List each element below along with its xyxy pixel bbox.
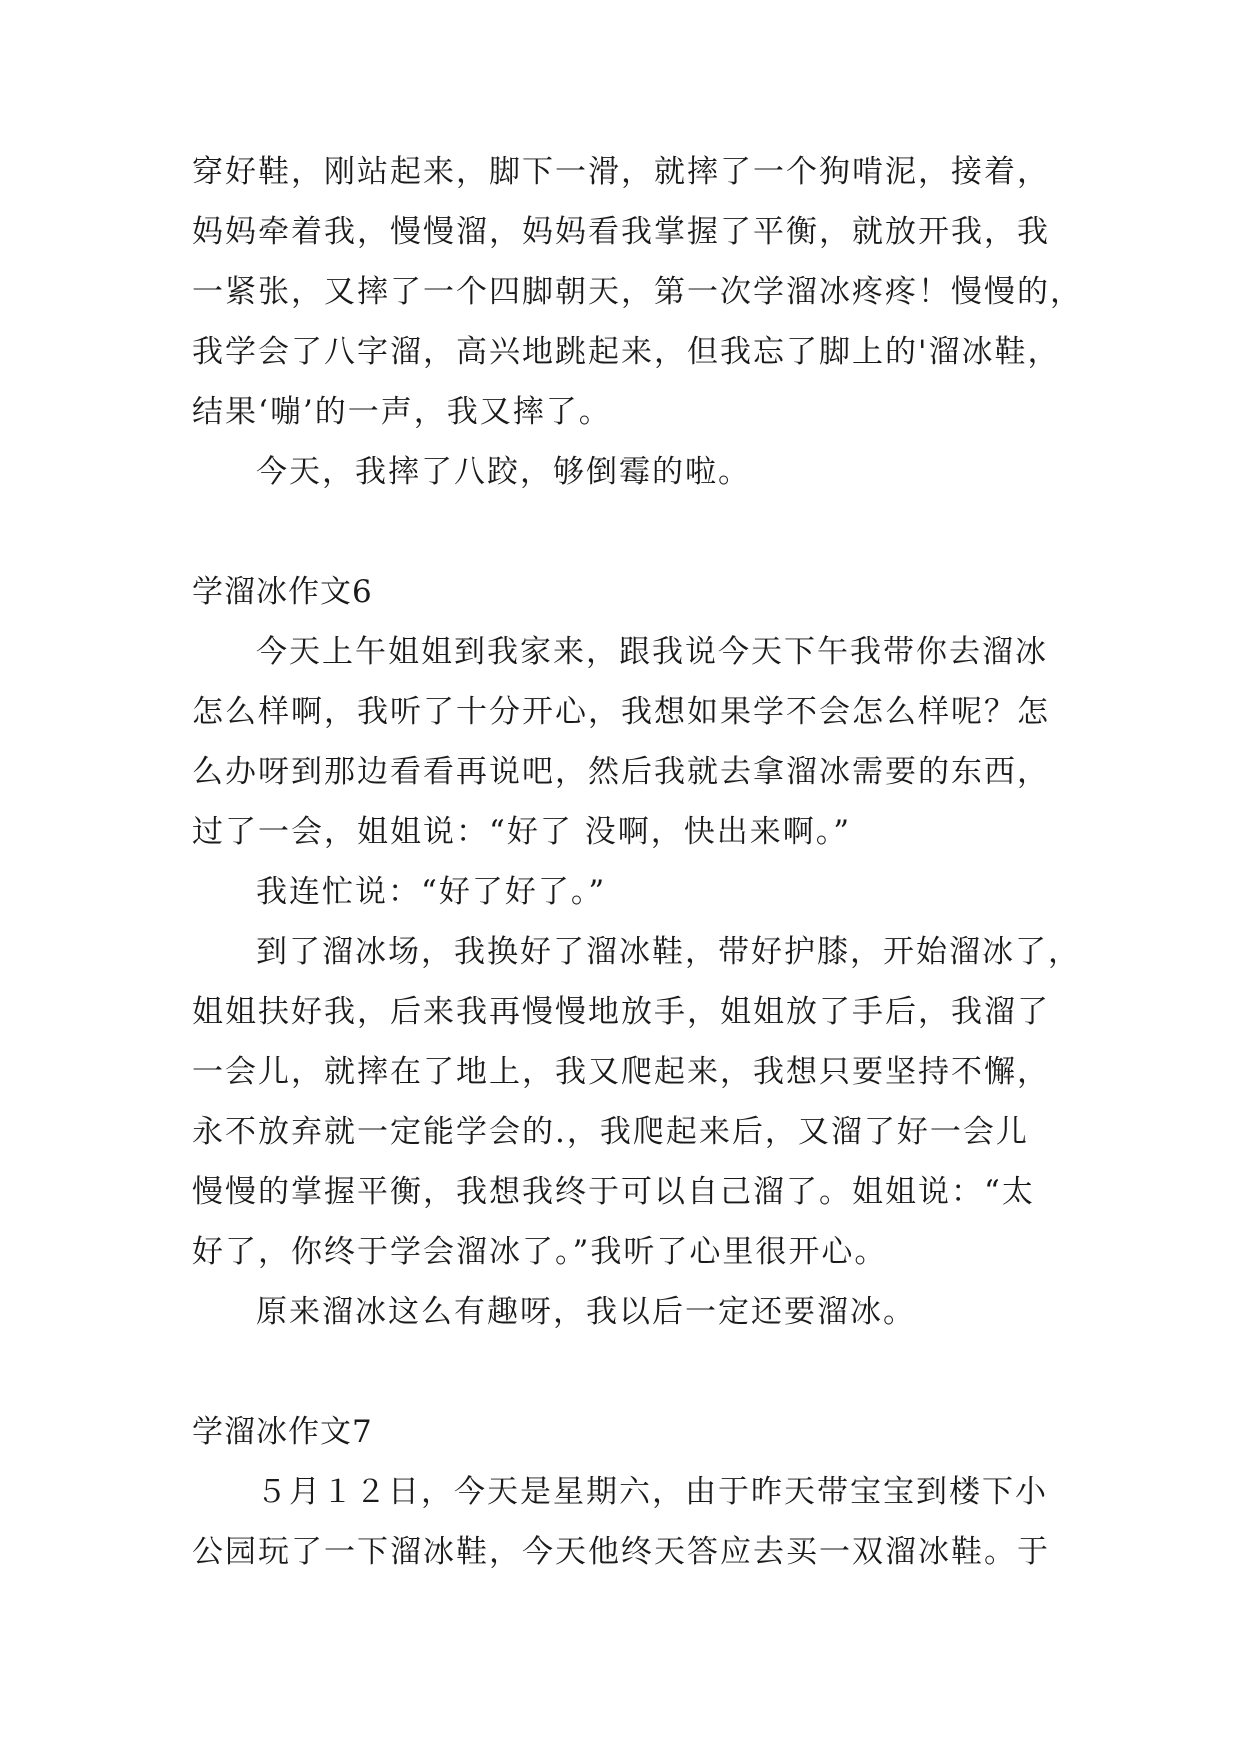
- paragraph-line: 今天上午姐姐到我家来，跟我说今天下午我带你去溜冰: [256, 634, 1048, 670]
- paragraph-line: 今天，我摔了八跤，够倒霉的啦。: [256, 454, 751, 490]
- paragraph-line: 我连忙说：“好了好了。”: [256, 874, 607, 910]
- paragraph-line: 公园玩了一下溜冰鞋，今天他终天答应去买一双溜冰鞋。于: [192, 1534, 1050, 1570]
- paragraph-line: 慢慢的掌握平衡，我想我终于可以自己溜了。姐姐说：“太: [192, 1174, 1035, 1210]
- paragraph-line: 过了一会，姐姐说：“好了 没啊，快出来啊。”: [192, 814, 852, 850]
- section-heading: 学溜冰作文6: [192, 574, 373, 610]
- paragraph-line: 原来溜冰这么有趣呀，我以后一定还要溜冰。: [256, 1294, 916, 1330]
- paragraph-line: 永不放弃就一定能学会的.，我爬起来后，又溜了好一会儿: [192, 1114, 1029, 1150]
- paragraph-line: 一会儿，就摔在了地上，我又爬起来，我想只要坚持不懈，: [192, 1054, 1050, 1090]
- paragraph-line: ５月１２日，今天是星期六，由于昨天带宝宝到楼下小: [256, 1474, 1048, 1510]
- paragraph-line: 么办呀到那边看看再说吧，然后我就去拿溜冰需要的东西，: [192, 754, 1050, 790]
- paragraph-line: 穿好鞋，刚站起来，脚下一滑，就摔了一个狗啃泥，接着，: [192, 154, 1050, 190]
- section-heading: 学溜冰作文7: [192, 1414, 373, 1450]
- paragraph-line: 好了，你终于学会溜冰了。”我听了心里很开心。: [192, 1234, 888, 1270]
- paragraph-line: 一紧张，又摔了一个四脚朝天，第一次学溜冰疼疼！慢慢的，: [192, 274, 1083, 310]
- paragraph-line: 姐姐扶好我，后来我再慢慢地放手，姐姐放了手后，我溜了: [192, 994, 1050, 1030]
- paragraph-line: 到了溜冰场，我换好了溜冰鞋，带好护膝，开始溜冰了，: [256, 934, 1081, 970]
- paragraph-line: 妈妈牵着我，慢慢溜，妈妈看我掌握了平衡，就放开我，我: [192, 214, 1050, 250]
- paragraph-line: 怎么样啊，我听了十分开心，我想如果学不会怎么样呢？怎: [192, 694, 1050, 730]
- paragraph-line: 我学会了八字溜，高兴地跳起来，但我忘了脚上的'溜冰鞋，: [192, 334, 1061, 370]
- paragraph-line: 结果‘嘣’的一声，我又摔了。: [192, 394, 612, 430]
